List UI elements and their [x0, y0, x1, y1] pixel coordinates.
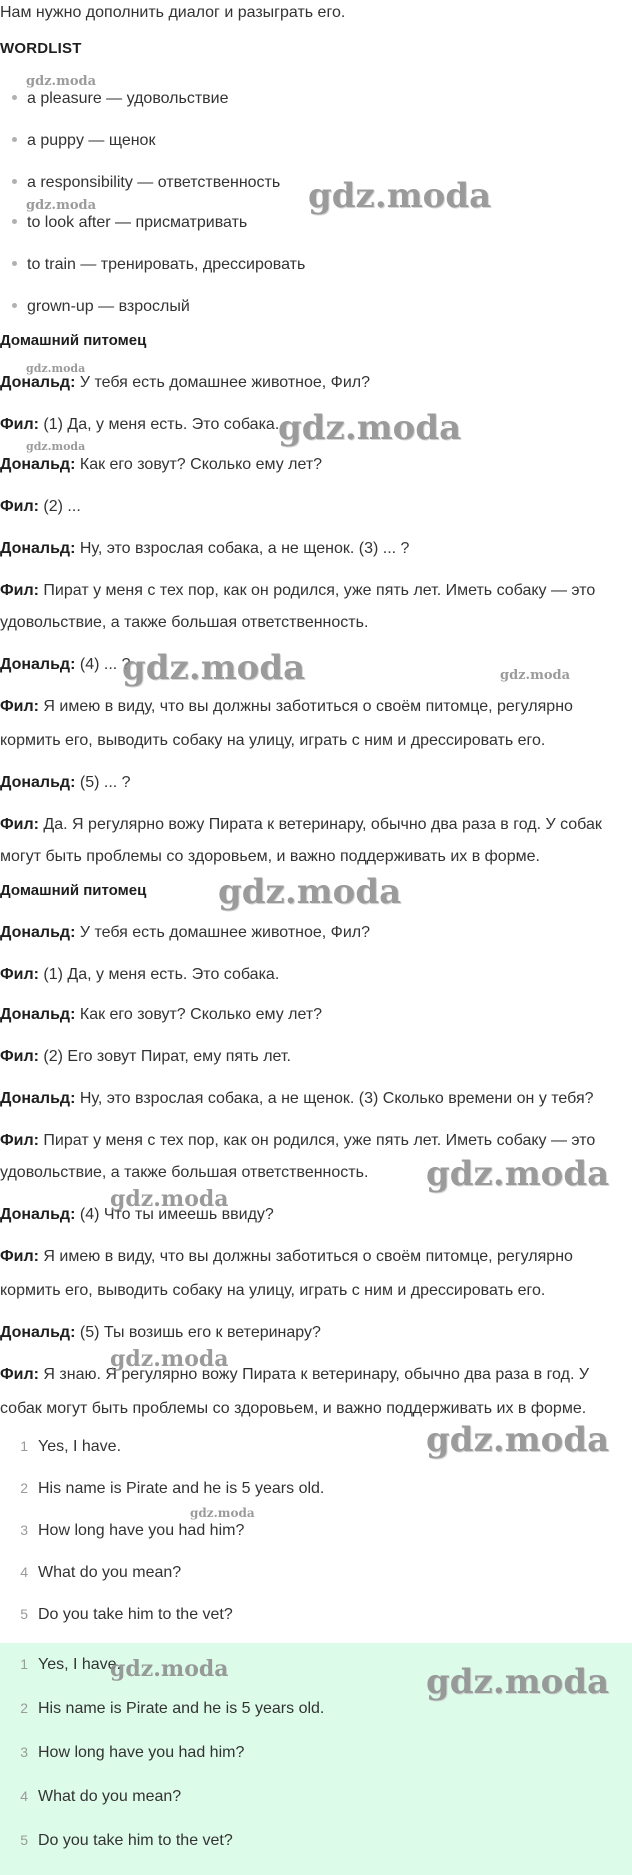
dialogue-heading: Домашний питомец [0, 332, 147, 349]
dialogue-line: удовольствие, а также большая ответственность. [0, 614, 369, 631]
watermark: gdz.moda [26, 74, 97, 89]
dialogue-line: Фил: Я имею в виду, что вы должны заботиться о своём питомце, регулярно [0, 698, 573, 715]
dialogue-line: Дональд: Как его зовут? Сколько ему лет? [0, 456, 323, 473]
dialogue-line: Фил: Я знаю. Я регулярно вожу Пирата к ветеринару, обычно два раза в год. У [0, 1366, 589, 1383]
watermark: gdz.moda [26, 198, 97, 213]
dialogue-line: Фил: (2) Его зовут Пират, ему пять лет. [0, 1048, 291, 1065]
dialogue-line: удовольствие, а также большая ответственность. [0, 1164, 369, 1181]
dialogue-line: Фил: Да. Я регулярно вожу Пирата к ветеринару, обычно два раза в год. У собак [0, 816, 602, 833]
dialogue-line: Дональд: Как его зовут? Сколько ему лет? [0, 1006, 323, 1023]
dialogue-line: Дональд: У тебя есть домашнее животное, Фил? [0, 924, 371, 941]
bullet-dot-icon [12, 219, 17, 224]
watermark: gdz.moda [426, 1662, 610, 1702]
watermark: gdz.moda [190, 1506, 255, 1520]
dialogue-line: Дональд: Ну, это взрослая собака, а не щенок. (3) Сколько времени он у тебя? [0, 1090, 594, 1107]
answer-item: 3 How long have you had him? [20, 1744, 245, 1761]
dialogue-line: кормить его, выводить собаку на улицу, играть с ним и дрессировать его. [0, 732, 546, 749]
answer-item: 5 Do you take him to the vet? [20, 1832, 233, 1849]
task-instruction: Нам нужно дополнить диалог и разыграть его. [0, 4, 346, 21]
dialogue-line: Дональд: (5) ... ? [0, 774, 131, 791]
answer-item: 1 Yes, I have. [20, 1438, 122, 1455]
dialogue-line: Фил: Пират у меня с тех пор, как он родился, уже пять лет. Иметь собаку — это [0, 582, 596, 599]
wordlist-heading: WORDLIST [0, 40, 82, 57]
bullet-dot-icon [12, 179, 17, 184]
bullet-dot-icon [12, 303, 17, 308]
bullet-dot-icon [12, 137, 17, 142]
dialogue-line: Дональд: У тебя есть домашнее животное, Фил? [0, 374, 371, 391]
wordlist-item: to look after — присматривать [12, 214, 247, 232]
dialogue-line: Дональд: (4) Что ты имеешь ввиду? [0, 1206, 274, 1223]
watermark: gdz.moda [500, 668, 571, 683]
wordlist-item: a pleasure — удовольствие [12, 90, 229, 108]
dialogue-line: собак могут быть проблемы со здоровьем, и важно поддерживать их в форме. [0, 1400, 587, 1417]
watermark: gdz.moda [26, 362, 86, 375]
watermark: gdz.moda [110, 1656, 229, 1682]
dialogue-line: Фил: (1) Да, у меня есть. Это собака. [0, 966, 280, 983]
dialogue-line: Дональд: (5) Ты возишь его к ветеринару? [0, 1324, 321, 1341]
dialogue-line: могут быть проблемы со здоровьем, и важно поддерживать их в форме. [0, 848, 540, 865]
dialogue-line: Фил: (1) Да, у меня есть. Это собака. [0, 416, 280, 433]
dialogue-line: Фил: Я имею в виду, что вы должны заботиться о своём питомце, регулярно [0, 1248, 573, 1265]
dialogue-line: Фил: Пират у меня с тех пор, как он родился, уже пять лет. Иметь собаку — это [0, 1132, 596, 1149]
watermark: gdz.moda [110, 1186, 229, 1212]
watermark: gdz.moda [218, 872, 402, 912]
dialogue-line: Фил: (2) ... [0, 498, 81, 515]
answer-item: 4 What do you mean? [20, 1788, 182, 1805]
dialogue-heading: Домашний питомец [0, 882, 147, 899]
dialogue-line: Дональд: Ну, это взрослая собака, а не щенок. (3) ... ? [0, 540, 410, 557]
wordlist-item: a responsibility — ответственность [12, 174, 280, 192]
watermark: gdz.moda [278, 408, 462, 448]
dialogue-line: Дональд: (4) ... ? [0, 656, 131, 673]
answer-item: 4 What do you mean? [20, 1564, 182, 1581]
answer-item: 3 How long have you had him? [20, 1522, 245, 1539]
watermark: gdz.moda [26, 440, 86, 453]
wordlist-item: grown-up — взрослый [12, 298, 190, 316]
watermark: gdz.moda [426, 1154, 610, 1194]
wordlist-item: to train — тренировать, дрессировать [12, 256, 305, 274]
bullet-dot-icon [12, 261, 17, 266]
bullet-dot-icon [12, 95, 17, 100]
dialogue-line: кормить его, выводить собаку на улицу, играть с ним и дрессировать его. [0, 1282, 546, 1299]
answer-item: 2 His name is Pirate and he is 5 years old. [20, 1700, 325, 1717]
wordlist-item: a puppy — щенок [12, 132, 155, 150]
watermark: gdz.moda [308, 176, 492, 216]
watermark: gdz.moda [110, 1346, 229, 1372]
answer-item: 1 Yes, I have. [20, 1656, 122, 1673]
watermark: gdz.moda [426, 1420, 610, 1460]
answer-item: 5 Do you take him to the vet? [20, 1606, 233, 1623]
answer-item: 2 His name is Pirate and he is 5 years old. [20, 1480, 325, 1497]
watermark: gdz.moda [122, 648, 306, 688]
